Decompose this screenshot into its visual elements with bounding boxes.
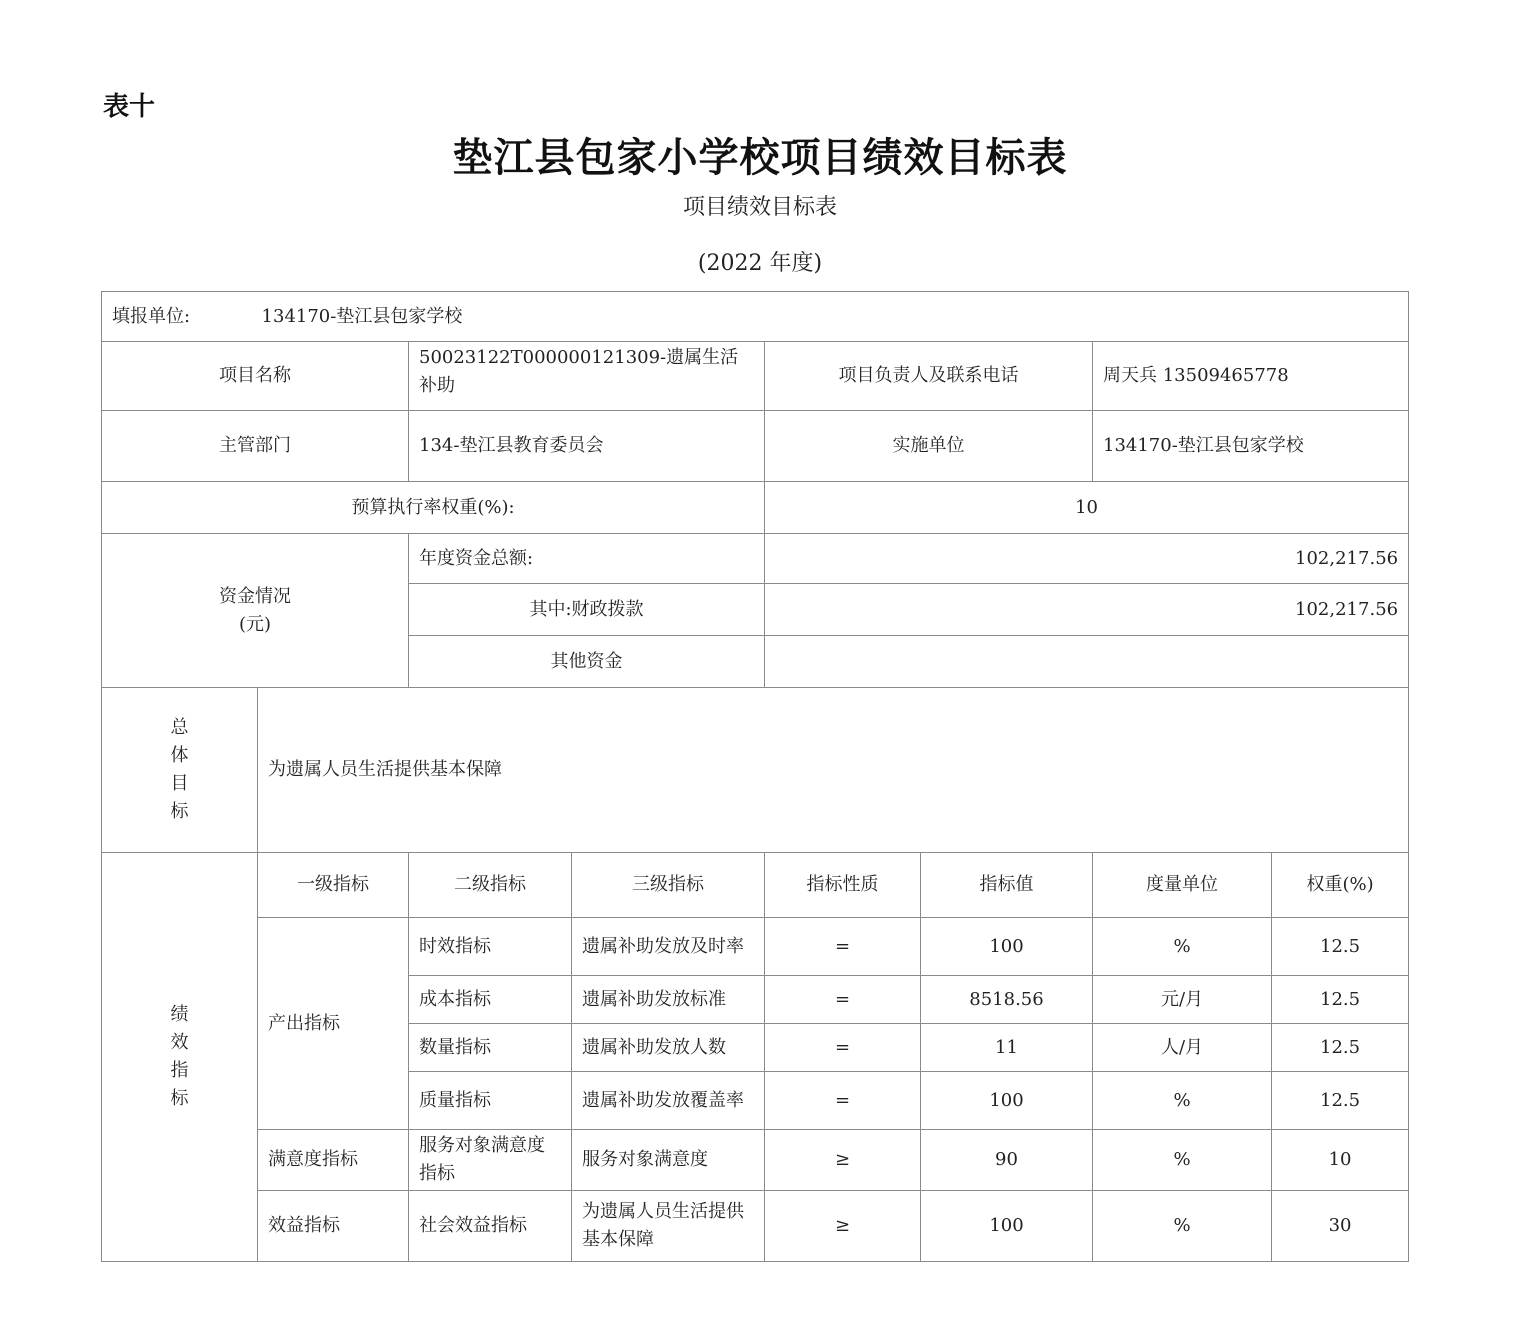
table-row	[102, 1191, 1409, 1262]
impl-unit-value: 134170-垫江县包家学校	[1093, 411, 1409, 482]
page-subtitle: 项目绩效目标表	[682, 195, 837, 220]
value-cell: 100	[921, 1072, 1093, 1130]
indicator-section-label: 绩 效 指 标	[102, 853, 258, 1262]
reporting-unit-cell	[102, 292, 1409, 342]
header-level3: 三级指标	[572, 853, 765, 918]
value-cell: 90	[921, 1130, 1093, 1191]
other-funds-value	[765, 636, 1409, 688]
table-number: 表十	[103, 92, 156, 122]
nature-cell: =	[765, 1072, 921, 1130]
header-level1: 一级指标	[258, 853, 409, 918]
total-funds-value: 102,217.56	[765, 534, 1409, 584]
unit-cell: 人/月	[1093, 1024, 1272, 1072]
nature-cell: =	[765, 976, 921, 1024]
header-value: 指标值	[921, 853, 1093, 918]
overall-goal-label: 总 体 目 标	[102, 688, 258, 853]
level1-benefit: 效益指标	[258, 1191, 409, 1262]
weight-cell: 30	[1272, 1191, 1409, 1262]
unit-cell: %	[1093, 918, 1272, 976]
value-cell: 11	[921, 1024, 1093, 1072]
weight-cell: 10	[1272, 1130, 1409, 1191]
value-cell: 100	[921, 918, 1093, 976]
dept-label: 主管部门	[102, 411, 409, 482]
unit-cell: %	[1093, 1130, 1272, 1191]
level3-cell: 服务对象满意度	[572, 1130, 765, 1191]
funds-label	[102, 534, 409, 688]
level2-cell: 时效指标	[409, 918, 572, 976]
level2-cell: 质量指标	[409, 1072, 572, 1130]
budget-rate-value: 10	[765, 482, 1409, 534]
reporting-unit-label: 填报单位:	[112, 305, 191, 327]
level1-satisfaction: 满意度指标	[258, 1130, 409, 1191]
project-name-label: 项目名称	[102, 342, 409, 411]
level2-cell: 社会效益指标	[409, 1191, 572, 1262]
value-cell: 8518.56	[921, 976, 1093, 1024]
weight-cell: 12.5	[1272, 1072, 1409, 1130]
unit-cell: %	[1093, 1191, 1272, 1262]
overall-goal-text: 为遗属人员生活提供基本保障	[258, 688, 1409, 853]
level3-cell: 遗属补助发放覆盖率	[572, 1072, 765, 1130]
dept-value: 134-垫江县教育委员会	[409, 411, 765, 482]
level2-cell: 数量指标	[409, 1024, 572, 1072]
total-funds-label: 年度资金总额:	[409, 534, 765, 584]
level3-cell: 为遗属人员生活提供基本保障	[572, 1191, 765, 1262]
level3-cell: 遗属补助发放标准	[572, 976, 765, 1024]
funds-label-line2: (元)	[238, 613, 272, 635]
header-nature: 指标性质	[765, 853, 921, 918]
unit-cell: 元/月	[1093, 976, 1272, 1024]
reporting-unit-value: 134170-垫江县包家学校	[261, 305, 463, 327]
level2-cell: 成本指标	[409, 976, 572, 1024]
other-funds-label: 其他资金	[409, 636, 765, 688]
value-cell: 100	[921, 1191, 1093, 1262]
weight-cell: 12.5	[1272, 1024, 1409, 1072]
level3-cell: 遗属补助发放及时率	[572, 918, 765, 976]
funds-label-line1: 资金情况	[219, 585, 291, 607]
weight-cell: 12.5	[1272, 918, 1409, 976]
performance-target-table	[101, 291, 1409, 1262]
impl-unit-label: 实施单位	[765, 411, 1093, 482]
table-row	[102, 918, 1409, 976]
header-weight: 权重(%)	[1272, 853, 1409, 918]
level2-cell: 服务对象满意度指标	[409, 1130, 572, 1191]
manager-label: 项目负责人及联系电话	[765, 342, 1093, 411]
table-row	[102, 1130, 1409, 1191]
level1-output: 产出指标	[258, 918, 409, 1130]
nature-cell: ≥	[765, 1130, 921, 1191]
project-name-value: 50023122T000000121309-遗属生活补助	[409, 342, 765, 411]
level3-cell: 遗属补助发放人数	[572, 1024, 765, 1072]
manager-value: 周天兵 13509465778	[1093, 342, 1409, 411]
fiscal-funds-value: 102,217.56	[765, 584, 1409, 636]
header-level2: 二级指标	[409, 853, 572, 918]
fiscal-funds-label: 其中:财政拨款	[409, 584, 765, 636]
nature-cell: =	[765, 1024, 921, 1072]
page-title: 垫江县包家小学校项目绩效目标表	[452, 134, 1068, 181]
nature-cell: ≥	[765, 1191, 921, 1262]
fiscal-year: (2022 年度)	[697, 251, 823, 276]
weight-cell: 12.5	[1272, 976, 1409, 1024]
nature-cell: =	[765, 918, 921, 976]
header-unit: 度量单位	[1093, 853, 1272, 918]
budget-rate-label: 预算执行率权重(%):	[102, 482, 765, 534]
unit-cell: %	[1093, 1072, 1272, 1130]
